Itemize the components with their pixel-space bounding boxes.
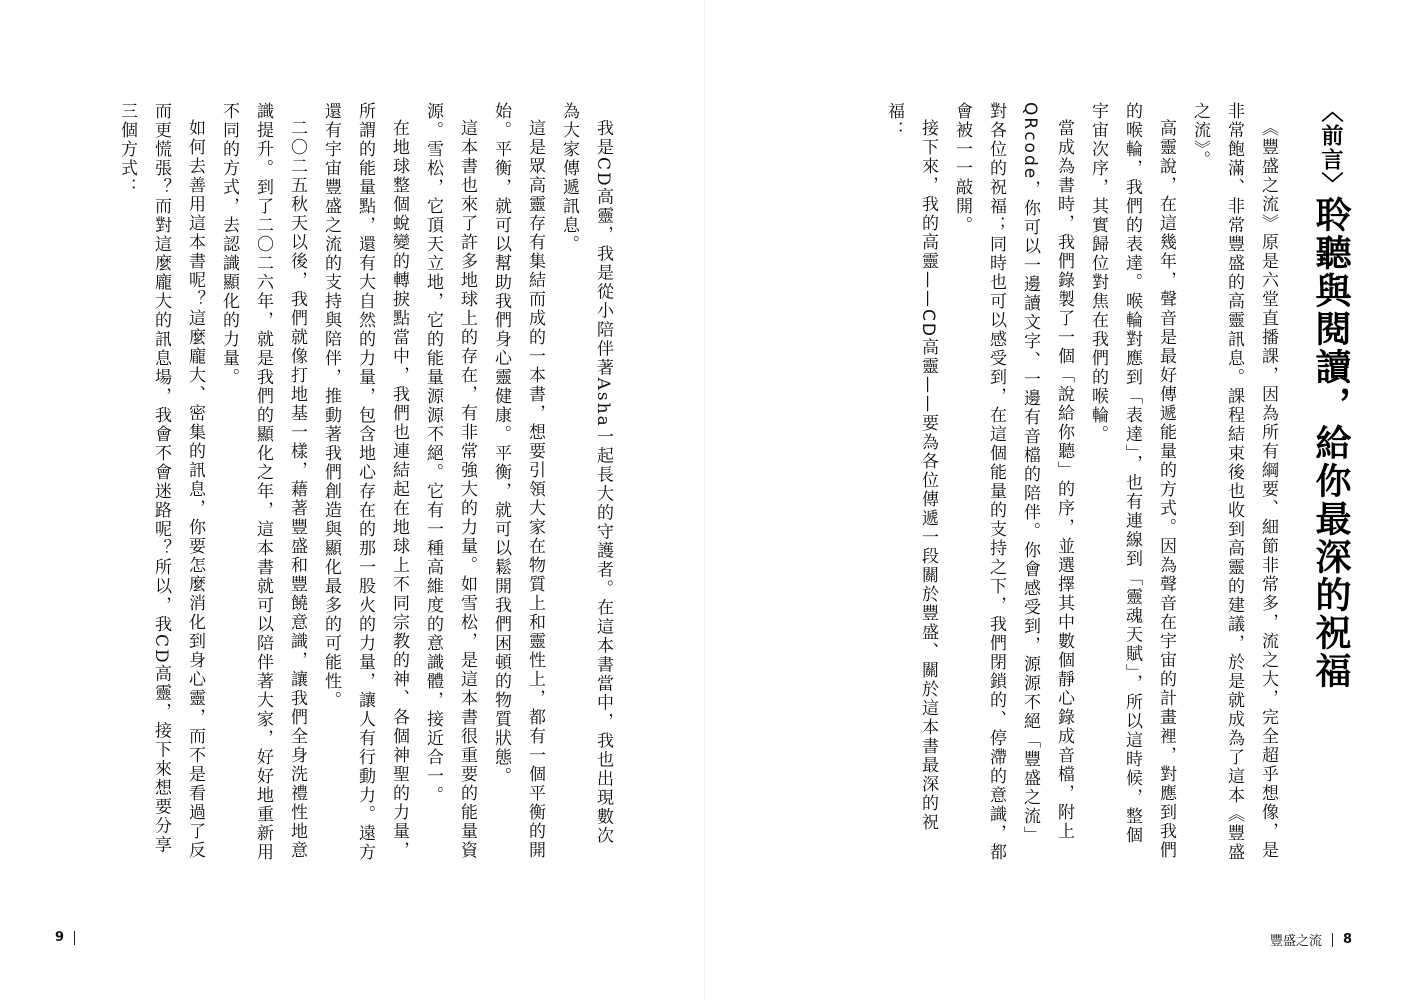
left-page-footer [55, 930, 85, 945]
paragraph: 《豐盛之流》原是六堂直播課，因為所有綱要、細節非常多，流之大，完全超乎想像，是非常飽滿、非常豐盛的高靈訊息。課程結束後也收到高靈的建議，於是就成為了這本《豐盛之流》。 [1190, 102, 1278, 862]
paragraph: 如何去善用這本書呢？這麼龐大、密集的訊息，你要怎麼消化到身心靈，而不是看過了反而更慌張？而對這麼龐大的訊息場，我會不會迷路呢？所以，我CD高靈，接下來想要分享三個方式： [117, 102, 205, 860]
left-page-body [117, 102, 620, 862]
paragraph: 二〇二五秋天以後，我們就像打地基一樣，藉著豐盛和豐饒意識，讓我們全身洗禮性地意識提升。到了二〇二六年，就是我們的顯化之年，這本書就可以陪伴著大家，好好地重新用不同的方式，去認識顯化的力量。 [219, 102, 307, 862]
page-gutter [704, 0, 705, 1000]
running-head-book-title: 豐盛之流 [1269, 934, 1322, 949]
page-number: 8 [1342, 932, 1352, 947]
paragraph: 這是眾高靈存有集結而成的一本書，想要引領大家在物質上和靈性上，都有一個平衡的開始。平衡，就可以幫助我們身心靈健康。平衡，就可以鬆開我們困頓的物質狀態。 [491, 102, 545, 860]
footer-divider [74, 931, 75, 945]
page-number: 9 [55, 930, 65, 945]
right-page-body [865, 102, 1285, 862]
left-page [100, 90, 620, 870]
paragraph: 高靈說，在這幾年，聲音是最好傳遞能量的方式。因為聲音在宇宙的計畫裡，對應到我們的喉輪，我們的表達。喉輪對應到「表達」，也有連線到「靈魂天賦」，所以這時候，整個宇宙次序，其實歸位對焦在我們的喉輪。 [1088, 102, 1176, 860]
paragraph: 當成為書時，我們錄製了一個「說給你聽」的序，並選擇其中數個靜心錄成音檔，附上QRcode，你可以一邊讀文字、一邊有音檔的陪伴。你會感受到，源源不絕「豐盛之流」對各位的祝福；同時也可以感受到，在這個能量的支持之下，我們閉鎖的、停滯的意識，都會被一一敲開。 [952, 102, 1074, 862]
chapter-title [1300, 100, 1360, 800]
paragraph: 接下來，我的高靈——CD高靈——要為各位傳遞一段關於豐盛、關於這本書最深的祝福： [884, 102, 938, 832]
footer-divider [1332, 933, 1333, 947]
paragraph: 這本書也來了許多地球上的存在，有非常強大的力量。如雪松，是這本書很重要的能量資源。雪松，它頂天立地，它的能量源源不絕。它有一種高維度的意識體，接近合一。 [423, 102, 477, 860]
paragraph: 我是CD高靈，我是從小陪伴著Asha一起長大的守護者。在這本書當中，我也出現數次為大家傳遞訊息。 [559, 102, 613, 846]
chapter-title-prefix: 〈前言〉 [1318, 100, 1343, 196]
paragraph: 在地球整個蛻變的轉捩點當中，我們也連結起在地球上不同宗教的神、各個神聖的力量，所謂的能量點，還有大自然的力量，包含地心存在的那一股火的力量，讓人有行動力。遠方還有宇宙豐盛之流的支持與陪伴，推動著我們創造與顯化最多的可能性。 [321, 102, 409, 862]
right-page-footer [1270, 930, 1352, 949]
chapter-title-text: 聆聽與閱讀，給你最深的祝福 [1310, 196, 1351, 690]
right-page [800, 90, 1360, 870]
